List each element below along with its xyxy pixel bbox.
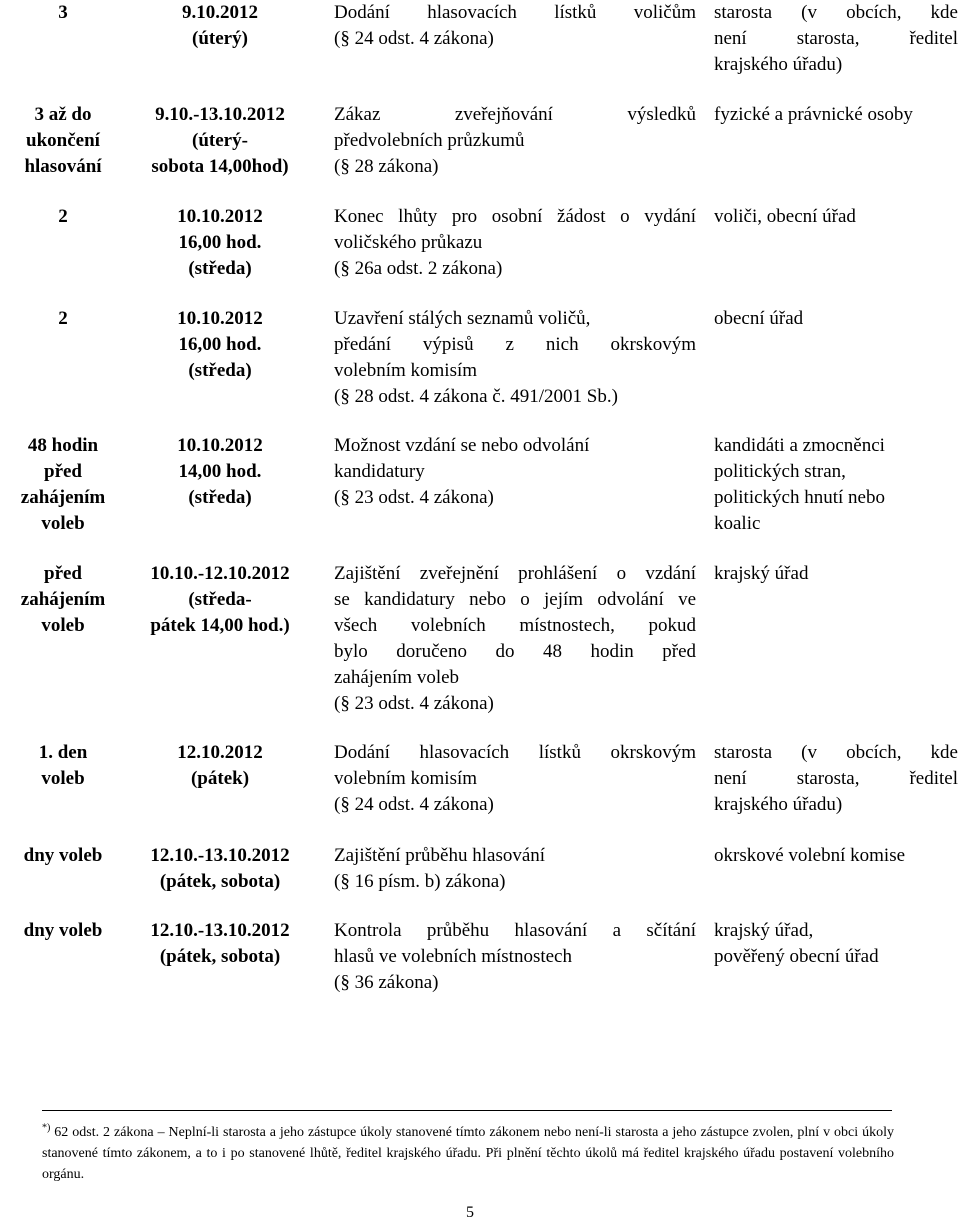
date-cell: 10.10.2012 16,00 hod. (středa): [177, 206, 263, 279]
days-cell: 3: [58, 2, 68, 23]
days-cell: 48 hodin před zahájením voleb: [20, 435, 106, 534]
responsible-cell: kandidáti a zmocněnci politických stran, politických hnutí nebo koalic: [714, 435, 885, 534]
responsible-cell: fyzické a právnické osoby: [714, 104, 913, 125]
footnote-marker: *): [42, 1122, 51, 1134]
responsible-cell: starosta (v obcích, kde není starosta, ředitel krajského úřadu): [714, 742, 958, 815]
days-cell: 3 až do ukončení hlasování: [24, 104, 102, 177]
responsible-cell: voliči, obecní úřad: [714, 206, 856, 227]
responsible-cell: obecní úřad: [714, 308, 804, 329]
footnote-divider: [42, 1110, 892, 1111]
action-cell: Dodání hlasovacích lístků voličům (§ 24 odst. 4 zákona): [334, 2, 696, 49]
date-cell: 10.10.2012 14,00 hod. (středa): [177, 435, 263, 508]
action-cell: Kontrola průběhu hlasování a sčítání hlasů ve volebních místnostech (§ 36 zákona): [334, 920, 696, 993]
days-cell: před zahájením voleb: [20, 563, 106, 636]
days-cell: 1. den voleb: [38, 742, 88, 789]
footnote: [42, 1122, 894, 1185]
action-cell: Dodání hlasovacích lístků okrskovým volebním komisím (§ 24 odst. 4 zákona): [334, 742, 696, 815]
action-cell: Možnost vzdání se nebo odvolání kandidatury (§ 23 odst. 4 zákona): [334, 435, 590, 508]
date-cell: 12.10.-13.10.2012 (pátek, sobota): [150, 920, 290, 967]
days-cell: dny voleb: [23, 845, 103, 866]
date-cell: 12.10.-13.10.2012 (pátek, sobota): [150, 845, 290, 892]
days-cell: 2: [58, 206, 68, 227]
action-cell: Zajištění zveřejnění prohlášení o vzdání se kandidatury nebo o jejím odvolání ve všech volebních místnostech, pokud bylo doručeno do 48 hodin před zahájením voleb (§ 23 odst. 4 zákona): [334, 563, 696, 714]
days-cell: 2: [58, 308, 68, 329]
action-cell: Zákaz zveřejňování výsledků předvolebních průzkumů (§ 28 zákona): [334, 104, 696, 177]
days-cell: dny voleb: [23, 920, 103, 941]
responsible-cell: okrskové volební komise: [714, 845, 906, 866]
action-cell: Konec lhůty pro osobní žádost o vydání voličského průkazu (§ 26a odst. 2 zákona): [334, 206, 696, 279]
responsible-cell: krajský úřad: [714, 563, 809, 584]
footnote-text: 62 odst. 2 zákona – Neplní-li starosta a jeho zástupce úkoly stanovené tímto zákonem nebo není-li starosta a jeho zástupce zvolen, plní v obci úkoly stanovené tímto zákonem, a to i po stanovené lhůtě, ředitel krajského úřadu. Při plnění těchto úkolů má ředitel krajského úřadu postavení volebního orgánu.: [42, 1125, 894, 1182]
date-cell: 9.10.2012 (úterý): [182, 2, 258, 49]
action-cell: Zajištění průběhu hlasování (§ 16 písm. b) zákona): [334, 845, 546, 892]
responsible-cell: krajský úřad, pověřený obecní úřad: [714, 920, 879, 967]
date-cell: 10.10.-12.10.2012 (středa- pátek 14,00 hod.): [150, 563, 290, 636]
responsible-cell: starosta (v obcích, kde není starosta, ředitel krajského úřadu): [714, 2, 958, 75]
page-number: 5: [466, 1204, 474, 1221]
date-cell: 12.10.2012 (pátek): [177, 742, 263, 789]
date-cell: 10.10.2012 16,00 hod. (středa): [177, 308, 263, 381]
action-cell: Uzavření stálých seznamů voličů, předání výpisů z nich okrskovým volebním komisím (§ 28 odst. 4 zákona č. 491/2001 Sb.): [334, 308, 696, 407]
date-cell: 9.10.-13.10.2012 (úterý- sobota 14,00hod): [151, 104, 289, 177]
